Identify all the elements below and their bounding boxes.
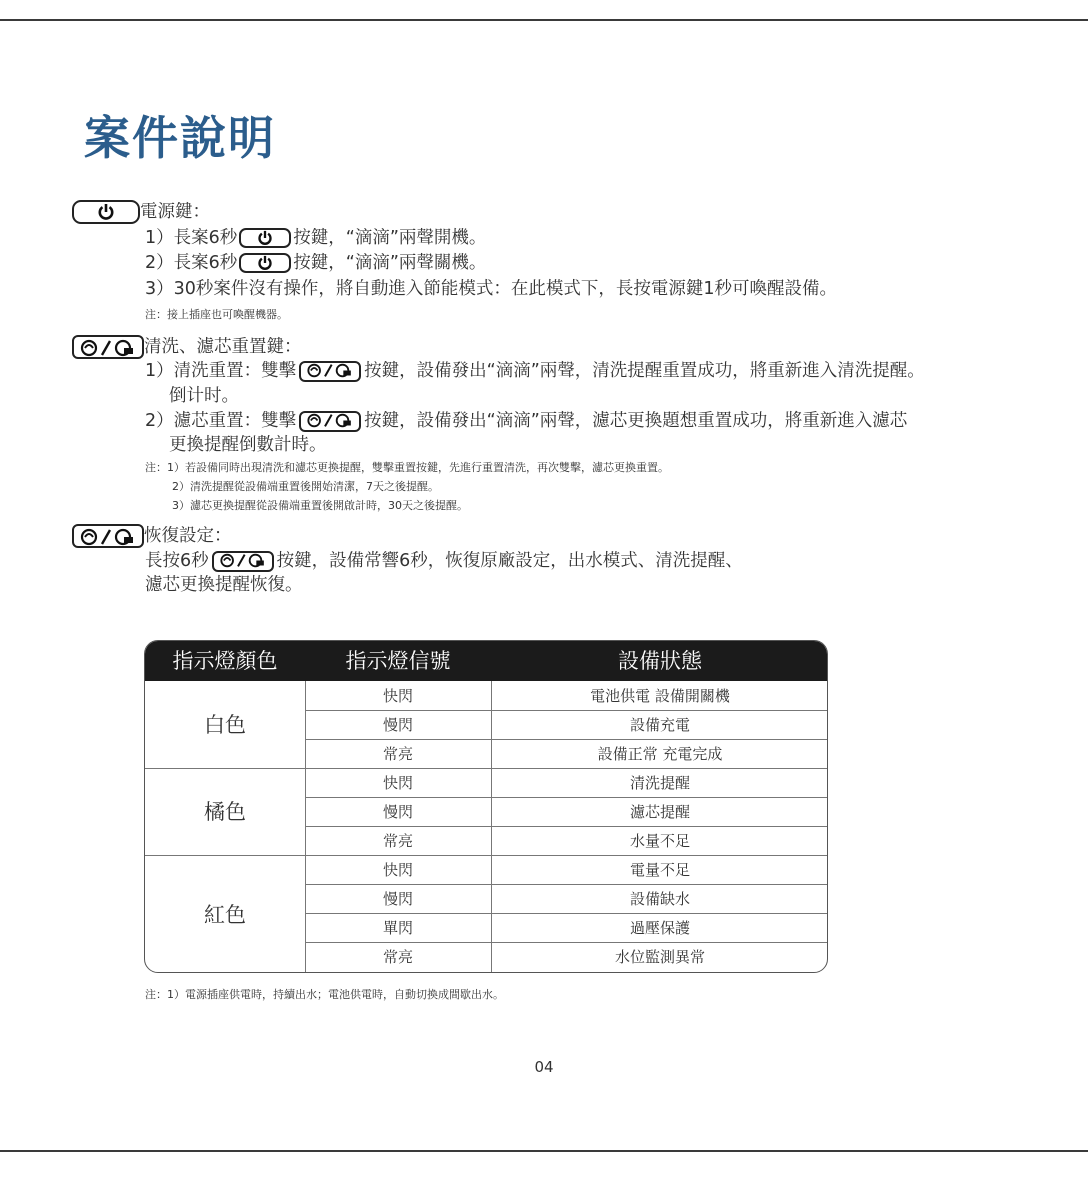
status-cell: 過壓保護 [629,919,690,937]
clean-note-3: 3）濾芯更換提醒從設備端重置後開啟計時，30天之後提醒。 [172,499,468,512]
page-title: 案件說明 [84,111,276,165]
status-cell: 電池供電 設備開關機 [590,687,730,705]
clean-filter-key-icon [299,411,361,432]
group-red: 紅色 [204,903,246,927]
power-item-1-suffix: 按鍵，“滴滴”兩聲開機。 [293,228,487,248]
status-cell: 濾芯提醒 [629,803,690,821]
power-icon [239,253,291,273]
indicator-status-table [144,640,828,973]
signal-cell: 常亮 [382,948,413,966]
group-white: 白色 [204,713,246,737]
table-header [145,641,828,681]
signal-cell: 快閃 [382,687,413,705]
header-device-status: 設備狀態 [618,649,702,673]
header-light-signal: 指示燈信號 [345,649,451,673]
restore-cont: 濾芯更換提醒恢復。 [145,575,303,595]
signal-cell: 單閃 [382,919,413,937]
clean-item-1 [145,359,925,383]
top-rule [0,19,1088,21]
power-heading-row [72,200,210,224]
power-item-1 [145,226,486,250]
clean-filter-key-icon [72,335,144,359]
clean-item-1-suffix: 按鍵，設備發出“滴滴”兩聲，清洗提醒重置成功，將重新進入清洗提醒。 [364,361,925,381]
power-note: 注：接上插座也可喚醒機器。 [145,308,288,321]
restore-heading: 恢復設定： [144,526,232,546]
restore-prefix: 長按6秒 [145,551,209,571]
clean-filter-key-icon [299,361,361,382]
clean-filter-key-icon [72,524,144,548]
power-item-2-prefix: 2）長案6秒 [145,253,238,273]
group-orange: 橘色 [204,800,246,824]
signal-cell: 常亮 [382,745,413,763]
clean-heading: 清洗、濾芯重置鍵： [144,337,302,357]
power-icon [239,228,291,248]
bottom-rule [0,1150,1088,1152]
power-key-icon [72,200,140,224]
clean-filter-key-icon [212,551,274,572]
clean-item-1-cont: 倒计时。 [169,386,239,406]
status-cell: 設備缺水 [629,890,690,908]
clean-item-2 [145,409,907,433]
signal-cell: 慢閃 [382,803,413,821]
status-cell: 設備充電 [629,716,690,734]
page-number: 04 [534,1058,554,1076]
status-cell: 清洗提醒 [629,774,690,792]
status-cell: 水位監測異常 [614,948,705,966]
clean-item-1-prefix: 1）清洗重置：雙擊 [145,361,297,381]
clean-item-2-prefix: 2）濾芯重置：雙擊 [145,411,297,431]
status-cell: 電量不足 [629,861,690,879]
table-footnote: 注：1）電源插座供電時，持續出水；電池供電時，自動切換成間歇出水。 [145,988,504,1001]
signal-cell: 慢閃 [382,890,413,908]
restore-heading-row [72,524,232,548]
power-item-3: 3）30秒案件沒有操作，將自動進入節能模式：在此模式下，長按電源鍵1秒可喚醒設備。 [145,279,838,299]
clean-item-2-cont: 更換提醒倒數計時。 [169,435,327,455]
clean-heading-row [72,335,302,359]
signal-cell: 慢閃 [382,716,413,734]
signal-cell: 快閃 [382,774,413,792]
clean-note-1: 注：1）若設備同時出現清洗和濾芯更換提醒，雙擊重置按鍵，先進行重置清洗，再次雙擊，濾芯更換重置。 [145,461,669,474]
power-heading: 電源鍵： [140,202,210,222]
power-item-2-suffix: 按鍵，“滴滴”兩聲關機。 [293,253,487,273]
header-light-color: 指示燈顏色 [172,649,278,673]
power-item-2 [145,251,486,275]
status-cell: 設備正常 充電完成 [597,745,723,763]
clean-note-2: 2）清洗提醒從設備端重置後開始清潔，7天之後提醒。 [172,480,439,493]
restore-suffix: 按鍵，設備常響6秒，恢復原廠設定，出水模式、清洗提醒、 [276,551,743,571]
restore-text [145,549,743,573]
signal-cell: 快閃 [382,861,413,879]
power-item-1-prefix: 1）長案6秒 [145,228,238,248]
signal-cell: 常亮 [382,832,413,850]
status-cell: 水量不足 [629,832,690,850]
clean-item-2-suffix: 按鍵，設備發出“滴滴”兩聲，濾芯更換題想重置成功，將重新進入濾芯 [364,411,908,431]
